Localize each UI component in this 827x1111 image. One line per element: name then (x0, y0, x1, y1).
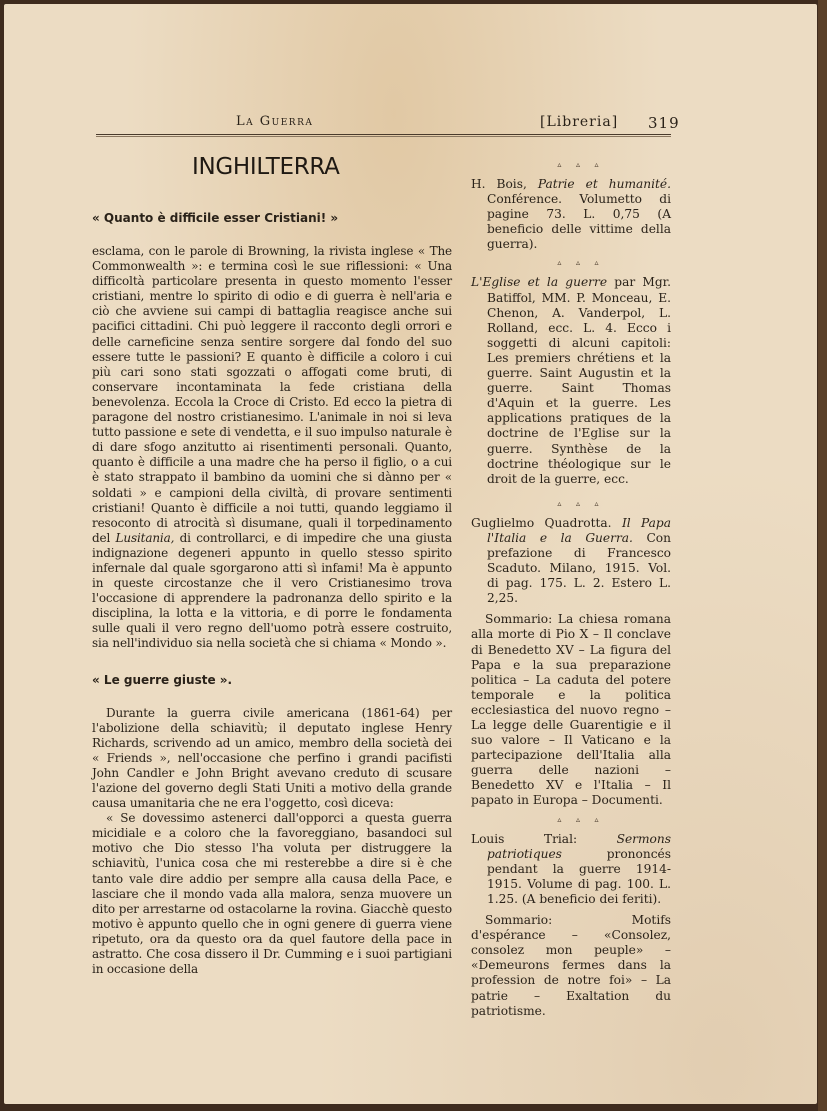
header-rule (96, 134, 671, 135)
separator-stars: ▵ ▵ ▵ (557, 498, 605, 508)
book-entry-eglise (471, 275, 671, 486)
trial-author: Louis Trial: (471, 831, 578, 846)
page-title: INGHILTERRA (192, 154, 340, 180)
right-column (471, 154, 671, 1019)
paragraph-commonwealth-text: esclama, con le parole di Browning, la rivista inglese « The Commonwealth »: e termina così le sue riflessioni: « Una difficoltà particolare presenta in questo momento l'esser cristiani, mentre lo spirito di odio e di guerra è nell'aria e ciò che avviene sui campi di battaglia reagisce anche sui pacifici cittadini. Chi può leggere il racconto degli orrori e delle carneficine senza sentire sorgere dal fondo del suo essere tutte le passioni? E quanto è difficile a coloro i cui più cari sono stati sgozzati o affogati come bruti, di conservare incontaminata la fede cristiana della benevolenza. Eccola la Croce di Cristo. Ed ecco la pietra di paragone del nostro cristianesimo. L'animale in noi si leva tutto passione e sete di vendetta, e il suo impulso naturale è di dare sfogo anzitutto ai risentimenti personali. Quanto, quanto è difficile a una madre che ha perso il figlio, o a cui è stato strappato il bambino da uomini che si dànno per « soldati » e campioni della civiltà, di provare sentimenti cristiani! Quanto è difficile a noi tutti, quando leggiamo il resoconto di atrocità sì disumane, quali il torpedinamento del (92, 244, 452, 545)
book-entry-bois (471, 177, 671, 252)
quadrotta-details: Con prefazione di Francesco Scaduto. Milano, 1915. Vol. di pag. 175. L. 2. Estero L. 2,25. (487, 530, 671, 606)
paragraph-quote: « Se dovessimo astenerci dall'opporci a questa guerra micidiale e a coloro che la favoreggiano, basandoci sul motivo che Dio stesso l'ha voluta per distruggere la schiavitù, l'unica cosa che mi resterebbe a dire si è che tanto vale dire addio per sempre alla causa della Pace, e lasciare che il mondo vada alla malora, senza muovere un dito per arrestarne od ostacolarne la rovina. Giacchè questo motivo è appunto quello che in ogni genere di guerra viene ripetuto, ora da questo ora da quel fautore della pace in astratto. Che cosa dissero il Dr. Cumming e i suoi partigiani in occasione della (92, 811, 452, 977)
section-label: [Libreria] (540, 114, 619, 130)
subheading-cristiani: « Quanto è difficile esser Cristiani! » (92, 211, 339, 225)
bois-author: H. Bois, (471, 177, 527, 191)
quadrotta-title: Il Papa l'Italia e la Guerra. (487, 515, 671, 545)
separator-stars: ▵ ▵ ▵ (557, 258, 605, 268)
running-title: La Guerra (236, 114, 314, 129)
trial-summary: Sommario: Motifs d'espérance – «Consolez, consolez mon peuple» – «Demeurons fermes dans la profession de notre foi» – La patrie – Exaltation du patriotisme. (471, 913, 671, 1018)
paragraph-commonwealth-end: di controllarci, e di impedire che una giusta indignazione degeneri appunto in quello stesso spirito infernale dal quale sgorgarono atti sì infami! Ma è appunto in queste circostanze che il vero Cristianesimo trova l'occasione di apprendere la padronanza dello spirito e la disciplina, la lotta e la vittoria, e di porre le fondamenta sulle quali il vero regno dell'uomo potrà essere costruito, sia nell'individuo sia nella società che si chiama « Mondo ». (92, 530, 452, 651)
book-page (4, 4, 817, 1104)
quadrotta-author: Guglielmo Quadrotta. (471, 515, 612, 530)
paragraph-commonwealth (92, 244, 452, 652)
separator-stars: ▵ ▵ ▵ (557, 814, 605, 824)
bois-details: Conférence. Volumetto di pagine 73. L. 0,75 (A beneficio delle vittime della guerra). (487, 192, 671, 252)
book-entry-quadrotta (471, 516, 671, 607)
header-rule-thin (96, 136, 671, 137)
page-number: 319 (648, 114, 680, 132)
subheading-guerre-giuste: « Le guerre giuste ». (92, 672, 233, 687)
book-entry-trial (471, 832, 671, 907)
eglise-details: par Mgr. Batiffol, MM. P. Monceau, E. Chenon, A. Vanderpol, L. Rolland, ecc. L. 4. Ecco i soggetti di alcuni capitoli: Les premiers chrétiens et la guerre. Saint Augustin et la guerre. Saint Thomas d'Aquin et la guerre. Les applications pratiques de la doctrine de l'Eglise sur la guerre. Synthèse de la doctrine théologique sur le droit de la guerre, ecc. (487, 275, 672, 486)
book-edge (818, 0, 827, 1111)
trial-title: Sermons patriotiques (487, 831, 671, 861)
bois-title: Patrie et humanité. (537, 177, 671, 191)
separator-stars: ▵ ▵ ▵ (557, 160, 605, 169)
left-column (92, 154, 452, 977)
eglise-title: L'Eglise et la guerre (471, 275, 608, 290)
trial-details: prononcés pendant la guerre 1914-1915. Volume di pag. 100. L. 1.25. (A beneficio dei feriti). (487, 846, 671, 906)
lusitania-italic: Lusitania, (115, 530, 175, 545)
quadrotta-summary: Sommario: La chiesa romana alla morte di Pio X – Il conclave di Benedetto XV – La figura del Papa e la sua preparazione politica – La caduta del potere temporale e la politica ecclesiastica del nuovo regno – La legge delle Guarentigie e il suo valore – Il Vaticano e la partecipazione dell'Italia alla guerra delle nazioni – Benedetto XV e l'Italia – Il papato in Europa – Documenti. (471, 612, 671, 808)
paragraph-richards: Durante la guerra civile americana (1861-64) per l'abolizione della schiavitù; il deputato inglese Henry Richards, scrivendo ad un amico, membro della società dei « Friends », nell'occasione che perfino i grandi pacifisti John Candler e John Bright avevano creduto di scusare l'azione del governo degli Stati Uniti a motivo della grande causa umanitaria che ne era l'oggetto, così diceva: (92, 705, 452, 811)
